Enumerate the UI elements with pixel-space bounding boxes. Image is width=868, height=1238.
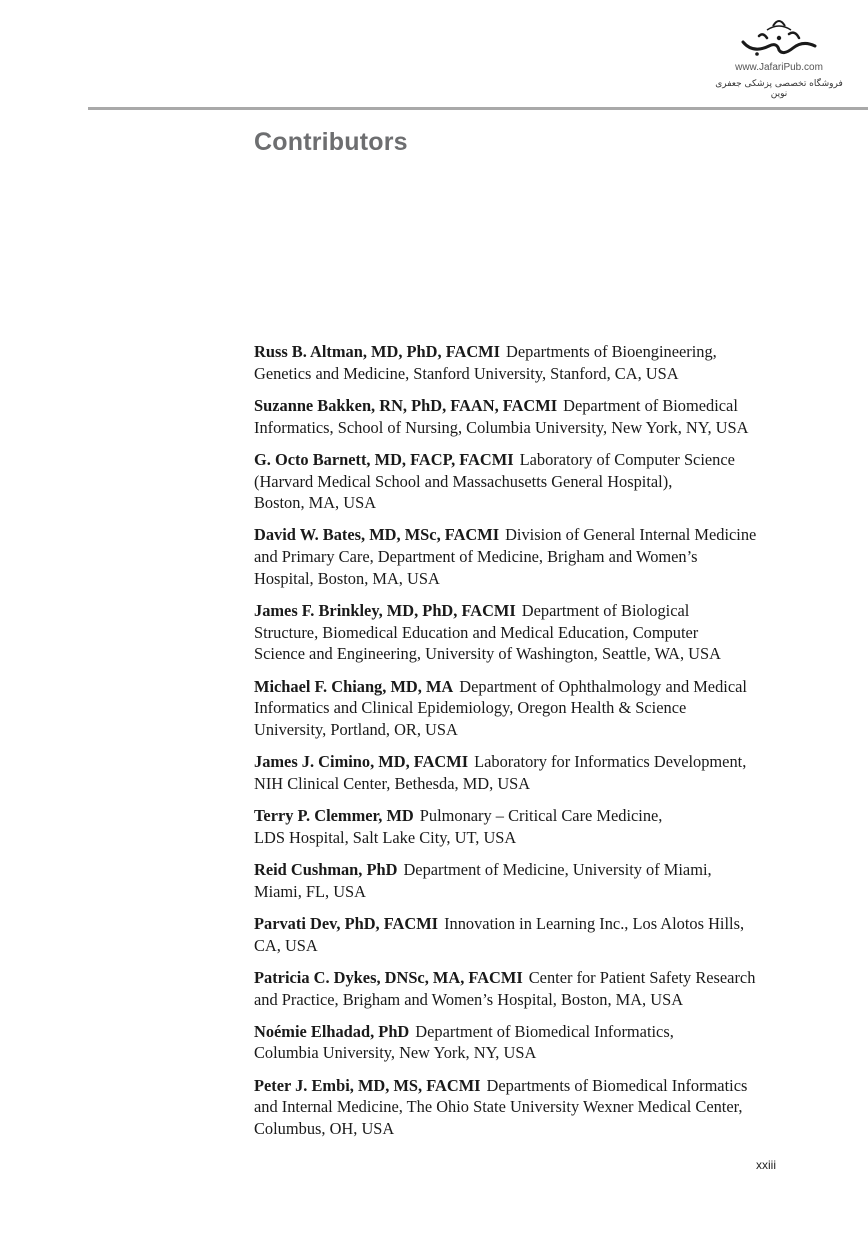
contributor-entry	[254, 859, 794, 902]
contributor-affiliation: Genetics and Medicine, Stanford University, Stanford, CA, USA	[254, 363, 679, 383]
contributor-name: David W. Bates, MD, MSc, FACMI	[254, 525, 500, 545]
contributor-affiliation: and Primary Care, Department of Medicine, Brigham and Women’s	[254, 547, 698, 567]
contributor-name: Russ B. Altman, MD, PhD, FACMI	[254, 342, 501, 361]
contributor-affiliation: Pulmonary – Critical Care Medicine,	[419, 806, 663, 826]
contributor-name: James J. Cimino, MD, FACMI	[254, 752, 469, 772]
contributor-name: James F. Brinkley, MD, PhD, FACMI	[254, 601, 516, 621]
contributor-entry	[254, 967, 794, 1010]
contributor-entry	[254, 1075, 794, 1140]
contributor-affiliation: (Harvard Medical School and Massachusetts General Hospital),	[254, 471, 673, 491]
contributor-affiliation: Division of General Internal Medicine	[505, 525, 757, 545]
contributor-entry	[254, 805, 794, 848]
contributor-affiliation: Structure, Biomedical Education and Medical Education, Computer	[254, 622, 699, 642]
contributor-affiliation: Department of Biomedical Informatics,	[415, 1021, 674, 1041]
contributor-affiliation: Department of Medicine, University of Miami,	[403, 860, 712, 880]
publisher-logo-icon	[729, 12, 829, 60]
contributor-affiliation: Department of Ophthalmology and Medical	[459, 676, 747, 696]
header-rule	[88, 107, 868, 110]
contributor-affiliation: Informatics, School of Nursing, Columbia University, New York, NY, USA	[254, 417, 749, 437]
contributors-list	[254, 341, 794, 1150]
contributor-affiliation: LDS Hospital, Salt Lake City, UT, USA	[254, 827, 517, 847]
page-number: xxiii	[756, 1158, 776, 1172]
contributor-name: Parvati Dev, PhD, FACMI	[254, 913, 439, 933]
contributor-entry	[254, 449, 794, 514]
contributor-affiliation: Departments of Biomedical Informatics	[486, 1075, 748, 1095]
contributor-entry	[254, 1021, 794, 1064]
contributor-affiliation: University, Portland, OR, USA	[254, 720, 458, 740]
contributor-entry	[254, 676, 794, 741]
contributor-name: Michael F. Chiang, MD, MA	[254, 676, 454, 696]
page-title: Contributors	[254, 128, 408, 156]
contributor-name: Noémie Elhadad, PhD	[254, 1021, 410, 1041]
contributor-affiliation: Informatics and Clinical Epidemiology, Oregon Health & Science	[254, 698, 687, 718]
publisher-logo	[706, 12, 852, 99]
contributor-name: Terry P. Clemmer, MD	[254, 806, 414, 826]
contributor-affiliation: Center for Patient Safety Research	[528, 967, 756, 987]
contributor-name: Reid Cushman, PhD	[254, 860, 398, 880]
contributor-affiliation: Laboratory of Computer Science	[519, 449, 735, 469]
contributor-entry	[254, 751, 794, 794]
contributor-affiliation: Departments of Bioengineering,	[506, 342, 717, 361]
contributor-name: Suzanne Bakken, RN, PhD, FAAN, FACMI	[254, 395, 558, 415]
contributor-entry	[254, 395, 794, 438]
contributor-affiliation: CA, USA	[254, 935, 318, 955]
contributor-entry	[254, 600, 794, 665]
contributor-affiliation: Innovation in Learning Inc., Los Alotos Hills,	[444, 913, 745, 933]
contributor-affiliation: NIH Clinical Center, Bethesda, MD, USA	[254, 773, 531, 793]
contributor-affiliation: Department of Biomedical	[563, 395, 738, 415]
contributor-affiliation: Laboratory for Informatics Development,	[474, 752, 747, 772]
contributor-affiliation: and Practice, Brigham and Women’s Hospital, Boston, MA, USA	[254, 989, 684, 1009]
contributor-affiliation: Columbia University, New York, NY, USA	[254, 1043, 537, 1063]
contributor-name: Patricia C. Dykes, DNSc, MA, FACMI	[254, 967, 523, 987]
contributor-affiliation: Boston, MA, USA	[254, 493, 377, 513]
contributor-name: Peter J. Embi, MD, MS, FACMI	[254, 1075, 481, 1095]
contributor-affiliation: Columbus, OH, USA	[254, 1119, 395, 1139]
contributor-entry	[254, 341, 794, 384]
contributor-affiliation: Miami, FL, USA	[254, 881, 367, 901]
contributor-affiliation: Hospital, Boston, MA, USA	[254, 568, 440, 588]
contributor-entry	[254, 913, 794, 956]
contributor-affiliation: and Internal Medicine, The Ohio State University Wexner Medical Center,	[254, 1097, 743, 1117]
contributor-affiliation: Science and Engineering, University of Washington, Seattle, WA, USA	[254, 644, 721, 664]
contributor-entry	[254, 524, 794, 589]
logo-url: www.JafariPub.com	[735, 62, 823, 73]
logo-tagline: فروشگاه تخصصی پزشکی جعفری نوین	[715, 79, 843, 99]
contributor-affiliation: Department of Biological	[521, 601, 690, 621]
contributor-name: G. Octo Barnett, MD, FACP, FACMI	[254, 449, 514, 469]
